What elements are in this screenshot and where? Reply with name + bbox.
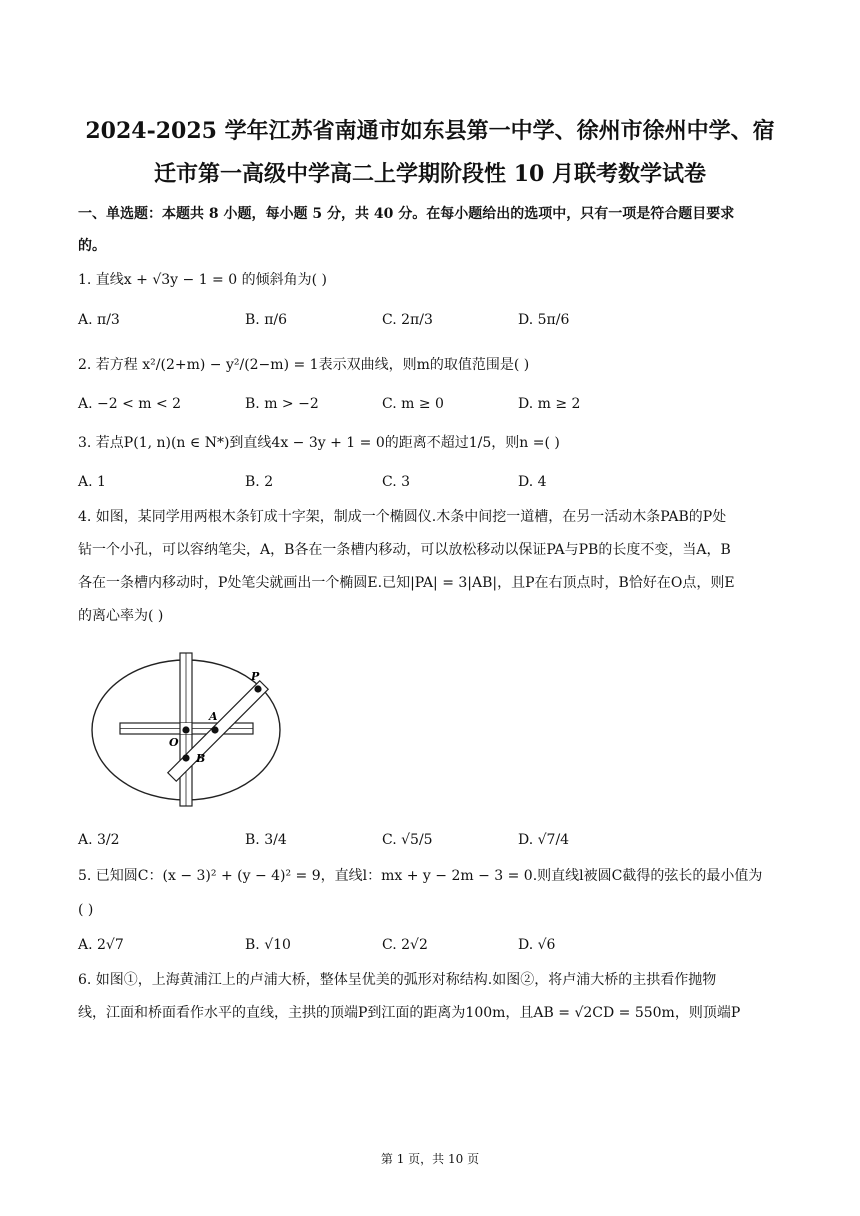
page-footer: 第 1 页，共 10 页 <box>380 1152 480 1166</box>
q4-line-3: 各在一条槽内移动时，P处笔尖就画出一个椭圆E.已知|PA| = 3|AB|，且P在右顶点时，B恰好在O点，则E <box>78 575 735 591</box>
q2-stem: 2. 若方程 x²/(2+m) − y²/(2−m) = 1表示双曲线，则m的取值范围是( ) <box>78 357 530 373</box>
ellipse-instrument-figure <box>85 648 290 813</box>
q5-option-b: B. √10 <box>245 937 291 953</box>
label-p: P <box>251 670 260 683</box>
label-a: A <box>209 710 218 723</box>
q4-line-2: 钻一个小孔，可以容纳笔尖，A，B各在一条槽内移动，可以放松移动以保证PA与PB的长度不变，当A，B <box>78 542 731 558</box>
q1-option-d: D. 5π/6 <box>518 312 570 328</box>
q4-option-a: A. 3/2 <box>78 832 120 848</box>
label-b: B <box>196 752 206 765</box>
q4-line-4: 的离心率为( ) <box>78 608 164 624</box>
q2-option-c: C. m ≥ 0 <box>382 396 444 412</box>
q3-stem: 3. 若点P(1, n)(n ∈ N*)到直线4x − 3y + 1 = 0的距离不超过1/5，则n =( ) <box>78 435 560 451</box>
q3-option-c: C. 3 <box>382 474 411 490</box>
q5-line-2: ( ) <box>78 902 94 918</box>
q5-line-1: 5. 已知圆C：(x − 3)² + (y − 4)² = 9，直线l：mx + y − 2m − 3 = 0.则直线l被圆C截得的弦长的最小值为 <box>78 868 763 884</box>
q4-line-1: 4. 如图，某同学用两根木条钉成十字架，制成一个椭圆仪.木条中间挖一道槽，在另一活动木条PAB的P处 <box>78 509 727 525</box>
q3-option-d: D. 4 <box>518 474 547 490</box>
q2-option-a: A. −2 < m < 2 <box>78 396 182 412</box>
q5-option-a: A. 2√7 <box>78 937 124 953</box>
q4-option-b: B. 3/4 <box>245 832 287 848</box>
q2-option-b: B. m > −2 <box>245 396 319 412</box>
q4-option-c: C. √5/5 <box>382 832 433 848</box>
q3-option-a: A. 1 <box>78 474 106 490</box>
q6-line-2: 线，江面和桥面看作水平的直线，主拱的顶端P到江面的距离为100m，且AB = √2CD = 550m，则顶端P <box>78 1005 741 1021</box>
q1-option-b: B. π/6 <box>245 312 288 328</box>
q1-stem: 1. 直线x + √3y − 1 = 0 的倾斜角为( ) <box>78 272 327 288</box>
q1-option-c: C. 2π/3 <box>382 312 433 328</box>
section-heading: 一、单选题：本题共 8 小题，每小题 5 分，共 40 分。在每小题给出的选项中，只有一项是符合题目要求 <box>78 206 735 222</box>
q1-option-a: A. π/3 <box>78 312 120 328</box>
q5-option-d: D. √6 <box>518 937 556 953</box>
title-line-1: 2024-2025 学年江苏省南通市如东县第一中学、徐州市徐州中学、宿 <box>85 118 775 144</box>
q6-line-1: 6. 如图①，上海黄浦江上的卢浦大桥，整体呈优美的弧形对称结构.如图②，将卢浦大桥的主拱看作抛物 <box>78 972 717 988</box>
q5-option-c: C. 2√2 <box>382 937 428 953</box>
label-o: O <box>169 736 179 749</box>
q4-option-d: D. √7/4 <box>518 832 570 848</box>
section-heading-cont: 的。 <box>78 238 106 254</box>
q3-option-b: B. 2 <box>245 474 274 490</box>
q2-option-d: D. m ≥ 2 <box>518 396 581 412</box>
title-line-2: 迁市第一高级中学高二上学期阶段性 10 月联考数学试卷 <box>154 161 706 187</box>
